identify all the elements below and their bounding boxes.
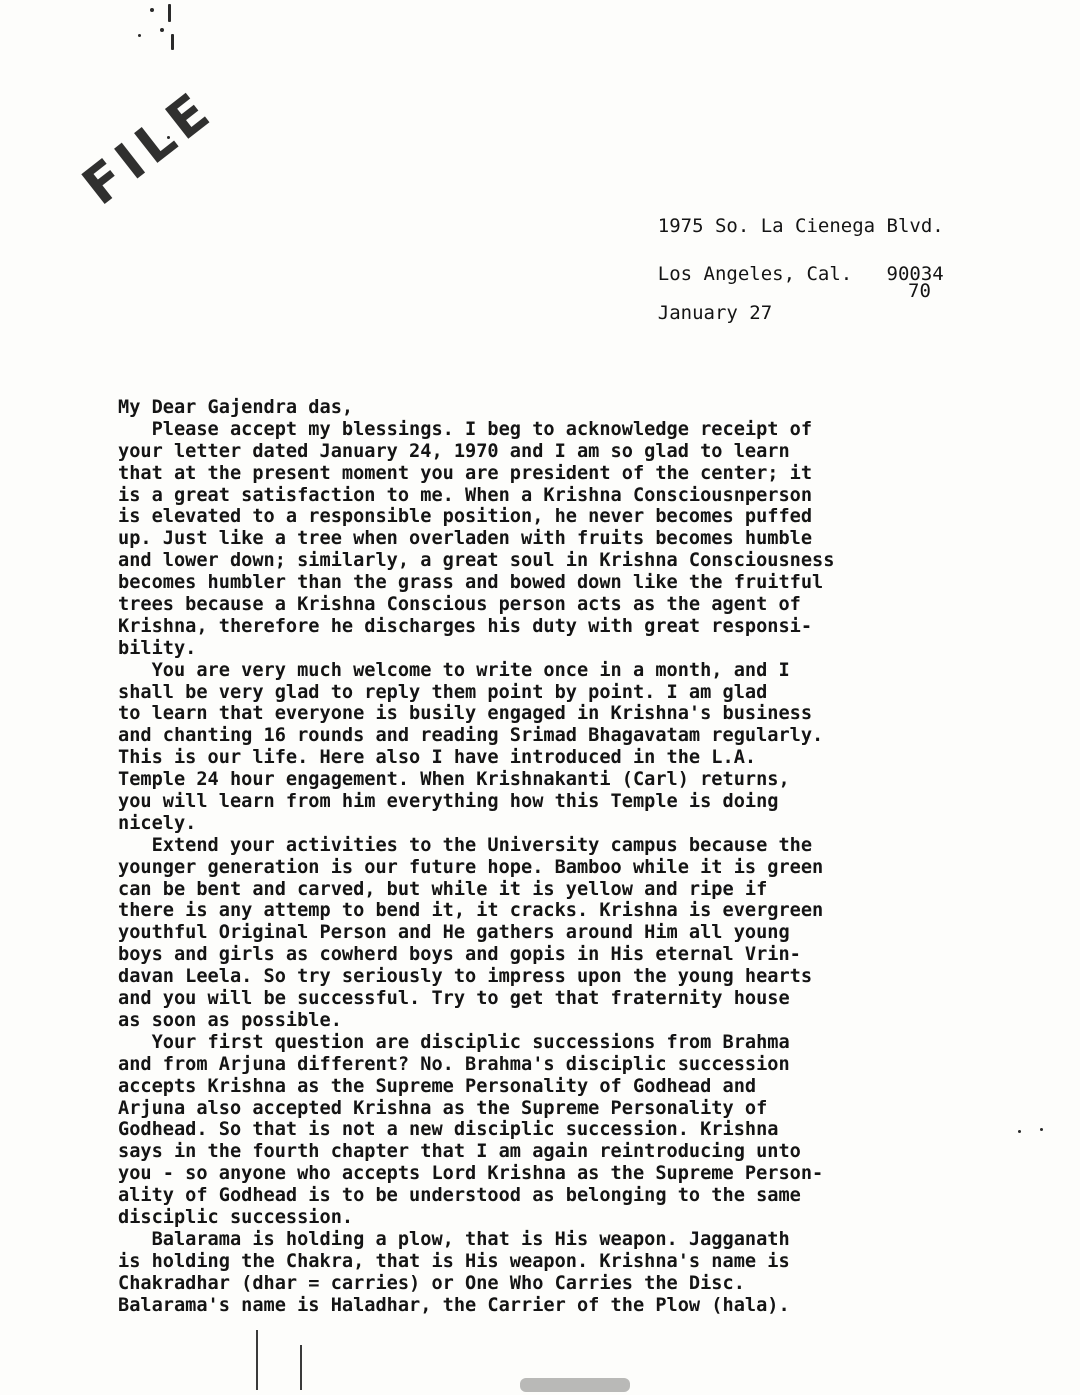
body-line: there is any attemp to bend it, it cracks. Krishna is evergreen: [118, 900, 824, 922]
body-line: trees because a Krishna Conscious person acts as the agent of: [118, 594, 801, 616]
scan-speck: [171, 34, 174, 50]
body-line: you will learn from him everything how this Temple is doing: [118, 791, 779, 813]
body-line: shall be very glad to reply them point by point. I am glad: [118, 681, 768, 703]
body-line: My Dear Gajendra das,: [118, 397, 354, 418]
scan-margin-mark: [300, 1345, 302, 1390]
body-line: as soon as possible.: [118, 1009, 342, 1031]
body-line: Arjuna also accepted Krishna as the Supreme Personality of: [118, 1097, 768, 1119]
body-line: Krishna, therefore he discharges his duty with great responsi-: [118, 615, 813, 637]
scan-speck: [150, 8, 154, 12]
body-line: Temple 24 hour engagement. When Krishnakanti (Carl) returns,: [118, 769, 790, 791]
address-line-1: 1975 So. La Cienega Blvd.: [657, 215, 944, 237]
scan-speck: [138, 34, 141, 37]
body-line: becomes humbler than the grass and bowed down like the fruitful: [118, 572, 824, 594]
body-line: boys and girls as cowherd boys and gopis in His eternal Vrin-: [118, 944, 801, 966]
body-line: to learn that everyone is busily engaged in Krishna's business: [118, 703, 813, 725]
scan-margin-mark: [256, 1330, 258, 1390]
body-line: and you will be successful. Try to get that fraternity house: [118, 988, 790, 1010]
body-line: younger generation is our future hope. Bamboo while it is green: [118, 856, 824, 878]
body-line: can be bent and carved, but while it is yellow and ripe if: [118, 878, 768, 900]
letter-date: [612, 280, 931, 368]
body-line: is elevated to a responsible position, he never becomes puffed: [118, 506, 813, 528]
body-line: Extend your activities to the University campus because the: [118, 834, 813, 856]
body-line: you - so anyone who accepts Lord Krishna as the Supreme Person-: [118, 1163, 824, 1185]
body-line: is a great satisfaction to me. When a Krishna Consciousnperson: [118, 484, 813, 506]
body-line: says in the fourth chapter that I am again reintroducing unto: [118, 1141, 801, 1163]
body-line: up. Just like a tree when overladen with fruits becomes humble: [118, 528, 813, 550]
body-line: and chanting 16 rounds and reading Srimad Bhagavatam regularly.: [118, 725, 824, 747]
body-line: Chakradhar (dhar = carries) or One Who Carries the Disc.: [118, 1272, 745, 1294]
address-line-2: Los Angeles, Cal. 90034: [657, 263, 944, 285]
body-line: bility.: [118, 637, 197, 659]
body-line: You are very much welcome to write once in a month, and I: [118, 659, 790, 681]
body-line: Godhead. So that is not a new disciplic succession. Krishna: [118, 1119, 779, 1141]
body-line: and lower down; similarly, a great soul in Krishna Consciousness: [118, 550, 835, 572]
body-line: and from Arjuna different? No. Brahma's disciplic succession: [118, 1053, 790, 1075]
body-line: Balarama's name is Haladhar, the Carrier of the Plow (hala).: [118, 1294, 790, 1316]
scan-speck: [168, 4, 171, 22]
body-line: that at the present moment you are president of the center; it: [118, 462, 813, 484]
body-line: ality of Godhead is to be understood as belonging to the same: [118, 1185, 801, 1207]
date-year: 70: [908, 280, 931, 302]
body-line: youthful Original Person and He gathers around Him all young: [118, 922, 790, 944]
file-stamp: FILE: [72, 79, 226, 218]
date-text: January 27: [657, 302, 773, 324]
body-line: nicely.: [118, 812, 197, 834]
body-line: Please accept my blessings. I beg to acknowledge receipt of: [118, 418, 813, 440]
body-line: Your first question are disciplic successions from Brahma: [118, 1031, 790, 1053]
body-line: davan Leela. So try seriously to impress upon the young hearts: [118, 966, 813, 988]
body-line: Balarama is holding a plow, that is His weapon. Jagganath: [118, 1228, 790, 1250]
scan-smudge: [520, 1378, 630, 1392]
body-line: accepts Krishna as the Supreme Personality of Godhead and: [118, 1075, 757, 1097]
body-line: your letter dated January 24, 1970 and I am so glad to learn: [118, 440, 790, 462]
body-line: disciplic succession.: [118, 1206, 354, 1228]
letter-body: [118, 397, 968, 1316]
body-line: is holding the Chakra, that is His weapon. Krishna's name is: [118, 1250, 790, 1272]
scan-speck: [160, 28, 164, 32]
scan-speck: [1018, 1130, 1021, 1133]
scan-speck: [1040, 1128, 1043, 1131]
body-line: This is our life. Here also I have introduced in the L.A.: [118, 747, 757, 769]
